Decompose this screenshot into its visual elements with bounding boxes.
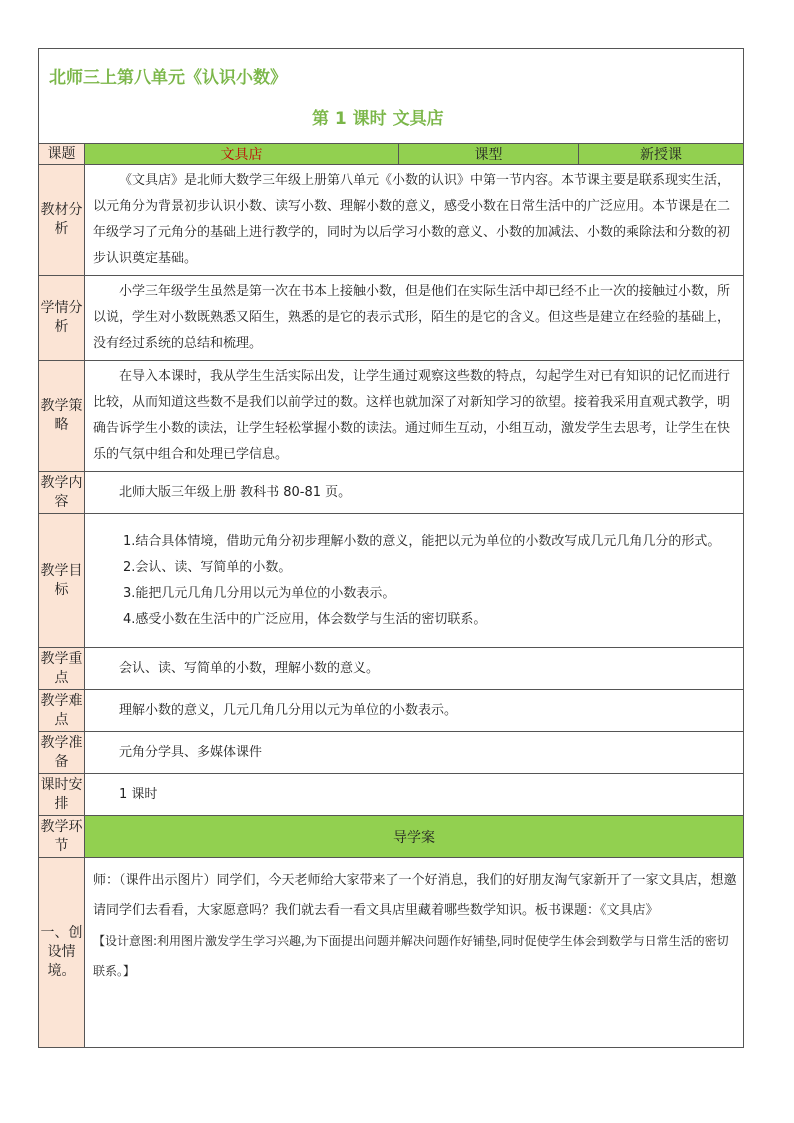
type-label: 课型 xyxy=(399,144,579,165)
key-text: 会认、读、写简单的小数，理解小数的意义。 xyxy=(119,660,380,676)
goals-label: 教学目标 xyxy=(39,514,85,648)
difficulty-cell xyxy=(85,690,744,732)
material-label: 教材分析 xyxy=(39,165,85,276)
prep-label: 教学准备 xyxy=(39,732,85,774)
hours-cell xyxy=(85,774,744,816)
step1-cell xyxy=(85,858,744,1048)
students-text: 小学三年级学生虽然是第一次在书本上接触小数，但是他们在实际生活中却已经不止一次的接触过小数，所以说，学生对小数既熟悉又陌生，熟悉的是它的表示式形，陌生的是它的含义。但这些是建立在经验的基础上，没有经过系统的总结和梳理。 xyxy=(93,284,731,351)
prep-cell xyxy=(85,732,744,774)
key-label: 教学重点 xyxy=(39,648,85,690)
steps-label: 教学环节 xyxy=(39,816,85,858)
key-cell xyxy=(85,648,744,690)
topic-value: 文具店 xyxy=(85,144,399,165)
goal-item: 3.能把几元几角几分用以元为单位的小数表示。 xyxy=(123,585,396,601)
students-label: 学情分析 xyxy=(39,276,85,361)
goal-item: 1.结合具体情境，借助元角分初步理解小数的意义，能把以元为单位的小数改写成几元几角几分的形式。 xyxy=(123,533,721,549)
strategy-cell xyxy=(85,361,744,472)
goal-item: 4.感受小数在生活中的广泛应用，体会数学与生活的密切联系。 xyxy=(123,611,487,627)
goals-cell xyxy=(85,514,744,648)
content-text: 北师大版三年级上册 教科书 80-81 页。 xyxy=(119,484,352,500)
topic-label: 课题 xyxy=(39,144,85,165)
material-cell xyxy=(85,165,744,276)
strategy-label: 教学策略 xyxy=(39,361,85,472)
prep-text: 元角分学具、多媒体课件 xyxy=(119,744,263,760)
strategy-text: 在导入本课时，我从学生生活实际出发，让学生通过观察这些数的特点，勾起学生对已有知识的记忆而进行比较，从而知道这些数不是我们以前学过的数。这样也就加深了对新知学习的欲望。接着我采用直观式教学，明确告诉学生小数的读法，让学生轻松掌握小数的读法。通过师生互动，小组互动，激发学生去思考，让学生在快乐的气氛中组合和处理已学信息。 xyxy=(93,369,731,462)
design-intent: 【设计意图:利用图片激发学生学习兴趣,为下面提出问题并解决问题作好铺垫,同时促使学生体会到数学与日常生活的密切联系。】 xyxy=(93,934,729,978)
difficulty-text: 理解小数的意义，几元几角几分用以元为单位的小数表示。 xyxy=(119,702,458,718)
title-cell xyxy=(39,49,744,144)
lesson-plan-table xyxy=(38,48,744,1048)
step1-label: 一、创设情境。 xyxy=(39,858,85,1048)
lesson-title: 第 1 课时 文具店 xyxy=(312,109,444,129)
steps-header: 导学案 xyxy=(85,816,744,858)
type-value: 新授课 xyxy=(579,144,744,165)
material-text: 《文具店》是北师大数学三年级上册第八单元《小数的认识》中第一节内容。本节课主要是联系现实生活，以元角分为背景初步认识小数、读写小数、理解小数的意义，感受小数在日常生活中的广泛应用。本节课是在二年级学习了元角分的基础上进行教学的，同时为以后学习小数的意义、小数的加减法、小数的乘除法和分数的初步认识奠定基础。 xyxy=(93,173,731,266)
content-label: 教学内容 xyxy=(39,472,85,514)
difficulty-label: 教学难点 xyxy=(39,690,85,732)
lesson-plan-document xyxy=(38,48,743,1048)
goal-item: 2.会认、读、写简单的小数。 xyxy=(123,559,292,575)
students-cell xyxy=(85,276,744,361)
hours-label: 课时安排 xyxy=(39,774,85,816)
step1-text: 师：（课件出示图片）同学们，今天老师给大家带来了一个好消息，我们的好朋友淘气家新开了一家文具店，想邀请同学们去看看，大家愿意吗？我们就去看一看文具店里藏着哪些数学知识。板书课题：《文具店》 xyxy=(93,873,737,918)
hours-text: 1 课时 xyxy=(119,786,158,802)
main-title: 北师三上第八单元《认识小数》 xyxy=(49,68,287,88)
content-cell xyxy=(85,472,744,514)
